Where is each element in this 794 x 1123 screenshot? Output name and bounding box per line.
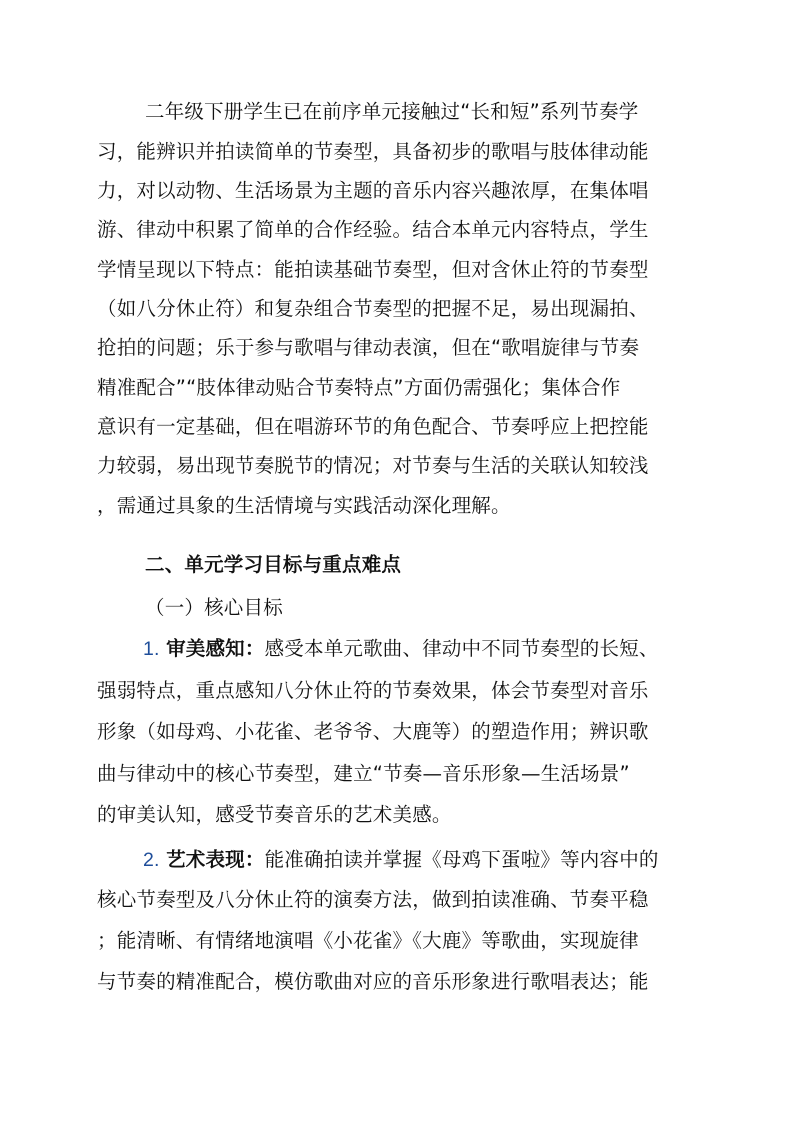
paragraph-line: 与节奏的精准配合，模仿歌曲对应的音乐形象进行歌唱表达；能 (97, 970, 649, 993)
item-1-first-line (143, 637, 743, 661)
item-1-number: 1. (143, 638, 160, 660)
item-1-title: 审美感知： (166, 637, 265, 660)
paragraph-line: （如八分休止符）和复杂组合节奏型的把握不足，易出现漏拍、 (97, 297, 649, 320)
subsection-heading: （一）核心目标 (145, 596, 283, 619)
paragraph-line: 抢拍的问题；乐于参与歌唱与律动表演，但在“歌唱旋律与节奏 (97, 336, 640, 359)
item-1-text: 感受本单元歌曲、律动中不同节奏型的长短、 (264, 637, 659, 660)
paragraph-line: 力较弱，易出现节奏脱节的情况；对节奏与生活的关联认知较浅 (97, 454, 649, 477)
paragraph-line: 意识有一定基础，但在唱游环节的角色配合、节奏呼应上把控能 (97, 415, 649, 438)
section-heading: 二、单元学习目标与重点难点 (145, 553, 402, 576)
paragraph-line: 形象（如母鸡、小花雀、老爷爷、大鹿等）的塑造作用；辨识歌 (97, 720, 649, 743)
item-2-title: 艺术表现： (166, 848, 265, 871)
paragraph-line: 精准配合”“肢体律动贴合节奏特点”方面仍需强化；集体合作 (97, 376, 621, 399)
paragraph-line: 的审美认知，感受节奏音乐的艺术美感。 (97, 803, 452, 826)
paragraph-line: 习，能辨识并拍读简单的节奏型，具备初步的歌唱与肢体律动能 (97, 140, 649, 163)
item-2-number: 2. (143, 849, 160, 871)
paragraph-line: ，需通过具象的生活情境与实践活动深化理解。 (97, 494, 511, 517)
item-2-first-line (143, 848, 743, 872)
paragraph-line: 核心节奏型及八分休止符的演奏方法，做到拍读准确、节奏平稳 (97, 888, 649, 911)
item-2-text: 能准确拍读并掌握《母鸡下蛋啦》等内容中的 (264, 848, 659, 871)
paragraph-line: 强弱特点，重点感知八分休止符的节奏效果，体会节奏型对音乐 (97, 679, 649, 702)
paragraph-line: 二年级下册学生已在前序单元接触过“长和短”系列节奏学 (145, 100, 639, 123)
paragraph-line: 学情呈现以下特点：能拍读基础节奏型，但对含休止符的节奏型 (97, 258, 649, 281)
paragraph-line: 力，对以动物、生活场景为主题的音乐内容兴趣浓厚，在集体唱 (97, 179, 649, 202)
paragraph-line: 游、律动中积累了简单的合作经验。结合本单元内容特点，学生 (97, 218, 649, 241)
paragraph-line: 曲与律动中的核心节奏型，建立“节奏—音乐形象—生活场景” (97, 762, 630, 785)
paragraph-line: ；能清晰、有情绪地演唱《小花雀》《大鹿》等歌曲，实现旋律 (97, 929, 639, 952)
